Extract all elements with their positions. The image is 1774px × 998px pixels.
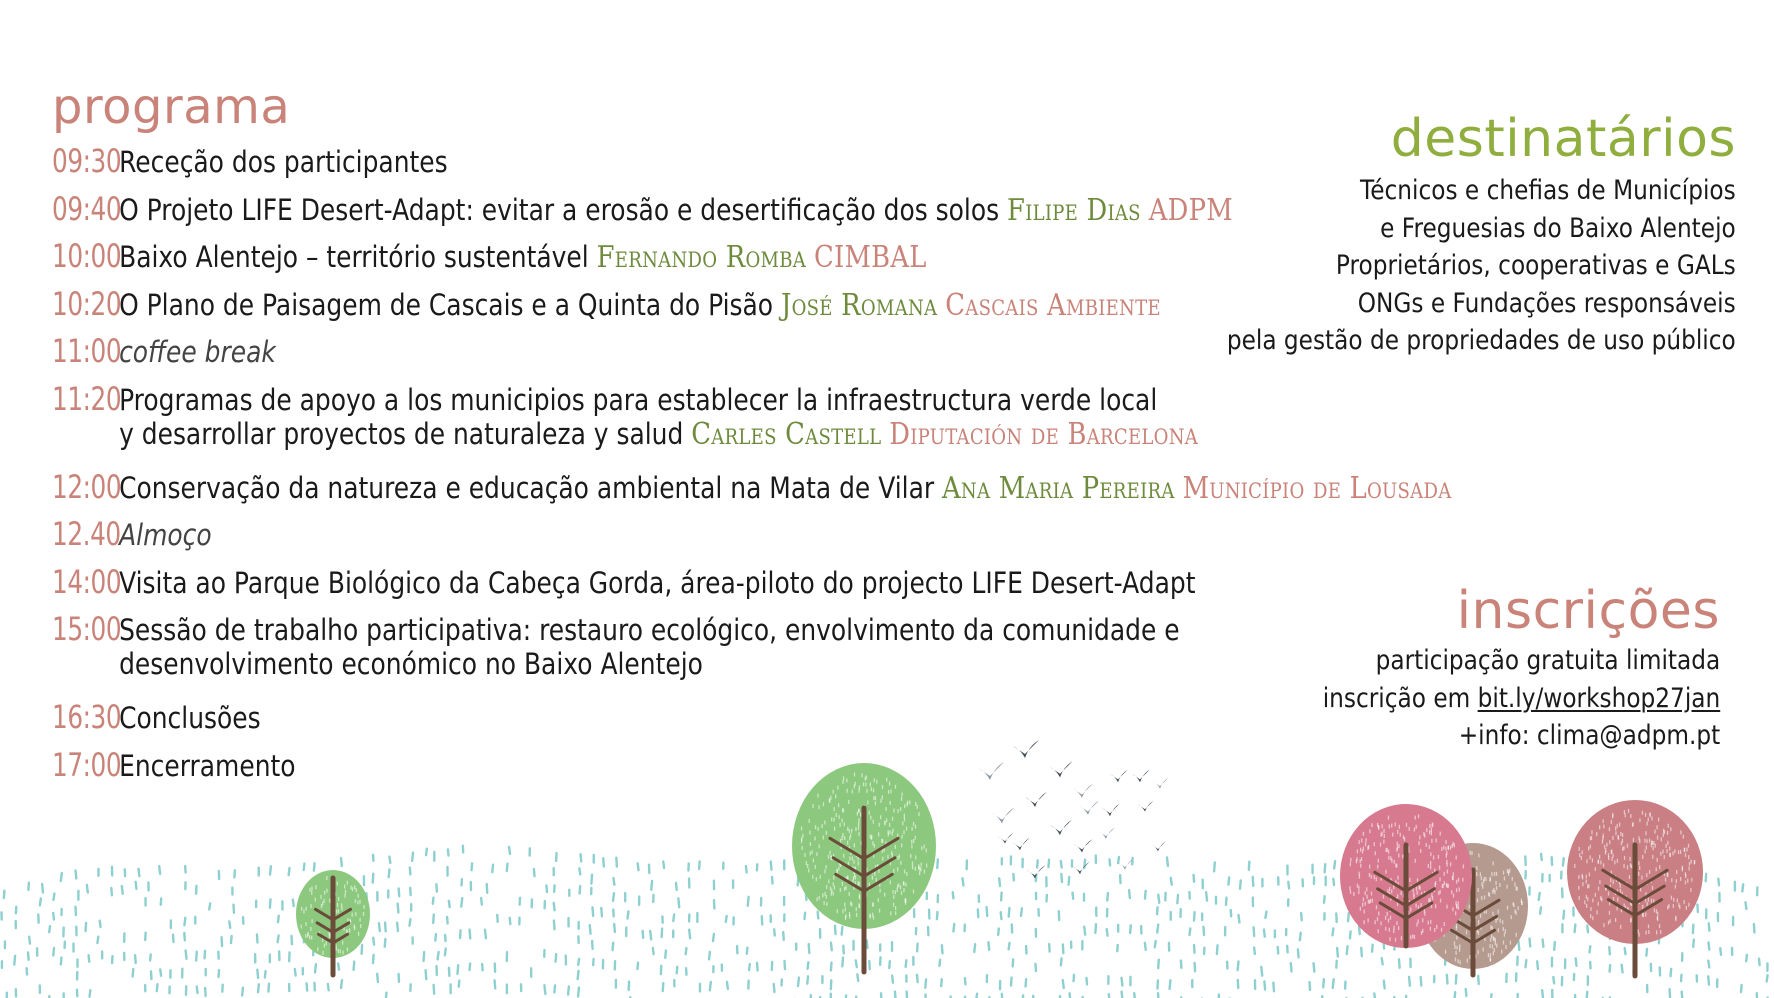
program-item <box>52 189 1256 240</box>
program-description: Conclusões <box>119 701 261 735</box>
bird-icon <box>1151 841 1165 851</box>
bird-icon <box>1050 820 1072 835</box>
speaker-name: José Romana <box>780 287 938 323</box>
program-item <box>52 745 1256 796</box>
program-time: 11:00 <box>52 332 122 370</box>
registration-link-line <box>1322 680 1720 718</box>
program-time: 12:00 <box>52 467 122 506</box>
registration-section <box>1258 580 1720 755</box>
audience-section <box>1144 108 1736 360</box>
speaker-organization: CIMBAL <box>814 240 927 275</box>
speaker-name: Ana Maria Pereira <box>942 470 1175 506</box>
bird-icon <box>1072 862 1090 875</box>
program-title: programa <box>52 79 291 135</box>
registration-link[interactable]: bit.ly/workshop27jan <box>1477 682 1720 714</box>
contact-email[interactable]: clima@adpm.pt <box>1536 720 1720 751</box>
program-description: O Projeto LIFE Desert-Adapt: evitar a erosão e desertificação dos solos <box>119 192 1000 227</box>
program-description: Almoço <box>119 518 212 552</box>
audience-title: destinatários <box>1390 109 1736 169</box>
audience-line: ONGs e Fundações responsáveis <box>1358 287 1736 319</box>
bird-icon <box>1118 859 1134 870</box>
program-time: 09:40 <box>52 189 122 228</box>
program-description: Visita ao Parque Biológico da Cabeça Gorda, área-piloto do projecto LIFE Desert-Adapt <box>119 565 1196 600</box>
program-time: 17:00 <box>52 745 122 784</box>
program-description-line2: desenvolvimento económico no Baixo Alentejo <box>119 647 703 681</box>
program-item <box>52 517 1256 565</box>
audience-line: Proprietários, cooperativas e GALs <box>1336 250 1736 281</box>
program-description: Sessão de trabalho participativa: restauro ecológico, envolvimento da comunidade e <box>119 613 1180 647</box>
speaker-name: Carles Castell <box>691 416 882 452</box>
program-time: 10:20 <box>52 284 122 323</box>
audience-line: pela gestão de propriedades de uso público <box>1227 325 1736 356</box>
bird-icon <box>998 833 1014 844</box>
program-description: Encerramento <box>119 748 296 783</box>
tree-icon <box>296 870 370 975</box>
speaker-organization: Diputación de Barcelona <box>889 416 1199 452</box>
bird-icon <box>1098 827 1115 839</box>
speaker-organization: ADPM <box>1148 192 1233 228</box>
program-item <box>52 379 1256 470</box>
program-time: 11:20 <box>52 379 122 418</box>
bird-icon <box>1102 804 1120 817</box>
program-item <box>52 334 1256 382</box>
program-item <box>52 562 1256 613</box>
program-description: O Plano de Paisagem de Cascais e a Quinta do Pisão <box>119 287 774 322</box>
program-time: 15:00 <box>52 610 122 648</box>
program-time: 16:30 <box>52 698 122 736</box>
program-description: Conservação da natureza e educação ambiental na Mata de Vilar <box>119 470 935 505</box>
hill-pattern <box>1 846 1767 998</box>
bird-icon <box>1026 865 1046 879</box>
registration-note: participação gratuita limitada <box>1375 645 1720 676</box>
speaker-name: Filipe Dias <box>1007 192 1141 228</box>
program-description: Baixo Alentejo – território sustentável <box>119 240 589 274</box>
program-description-continued <box>119 417 1256 452</box>
audience-line: e Freguesias do Baixo Alentejo <box>1380 212 1736 244</box>
program-item <box>52 284 1256 335</box>
tree-icon <box>1567 800 1703 976</box>
bird-icon <box>991 807 1014 823</box>
bird-icon <box>1138 801 1154 812</box>
program-time: 10:00 <box>52 237 122 275</box>
bird-icon <box>1078 800 1099 814</box>
speaker-name: Fernando Romba <box>596 240 807 275</box>
program-time: 12.40 <box>52 515 121 553</box>
program-description: Programas de apoyo a los municipios para establecer la infraestructura verde local <box>119 382 1158 417</box>
program-item <box>52 700 1256 748</box>
program-description: coffee break <box>119 335 276 369</box>
program-item <box>52 467 1452 518</box>
program-time: 09:30 <box>52 142 122 180</box>
program-description-line2: y desarrollar proyectos de naturaleza y salud <box>119 416 684 451</box>
speaker-organization: Cascais Ambiente <box>945 287 1161 323</box>
program-item <box>52 612 1256 700</box>
tree-icon <box>1418 843 1528 975</box>
program-time: 14:00 <box>52 562 122 601</box>
bird-icon <box>1012 838 1030 851</box>
bird-icon <box>1073 839 1093 853</box>
program-description-continued <box>119 647 1256 681</box>
audience-line: Técnicos e chefias de Municípios <box>1360 175 1736 206</box>
contact-prefix: +info: <box>1458 720 1530 751</box>
registration-link-prefix: inscrição em <box>1322 682 1471 714</box>
tree-icon <box>1340 804 1472 948</box>
speaker-organization: Município de Lousada <box>1182 470 1452 506</box>
program-item <box>52 144 1256 192</box>
program-item <box>52 239 1256 287</box>
registration-title: inscrições <box>1456 581 1720 641</box>
contact-line <box>1322 717 1720 755</box>
program-description: Receção dos participantes <box>119 145 448 179</box>
